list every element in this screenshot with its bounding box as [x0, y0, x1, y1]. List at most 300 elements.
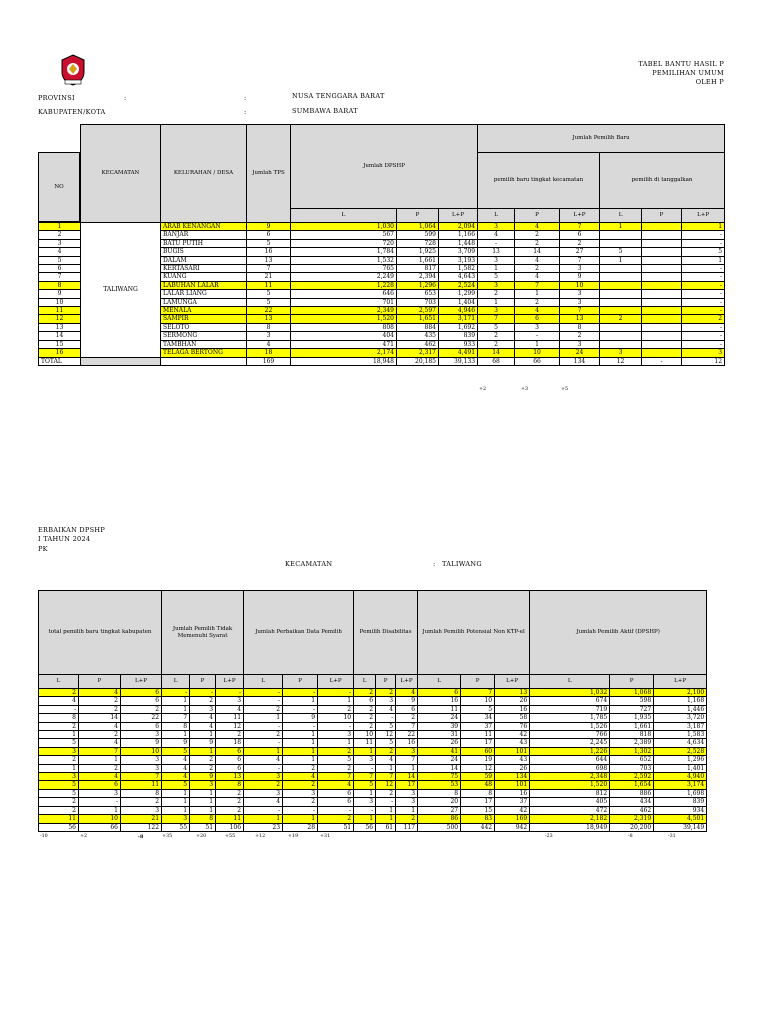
cell-aktif-lp: 2,528: [654, 747, 707, 755]
cell-perbaikan-p: 9: [283, 714, 318, 722]
total-l: 18,948: [291, 357, 397, 365]
cell-ktp-p: 59: [461, 773, 495, 781]
cell-perbaikan-lp: 1: [318, 697, 354, 705]
row-tanggal-p: [642, 332, 682, 340]
row-dpshp-p: 1,651: [397, 315, 439, 323]
row-tanggal-l: [600, 332, 642, 340]
cell-aktif-p: 1,302: [610, 747, 654, 755]
cell-kab-lp: 3: [121, 764, 162, 772]
delta-1: +2: [479, 387, 487, 392]
cell-perbaikan-lp: 4: [318, 781, 354, 789]
cell-disabilitas-lp: 2: [396, 714, 418, 722]
cell-disabilitas-lp: 7: [396, 756, 418, 764]
row-baru-p: -: [515, 332, 560, 340]
cell-perbaikan-lp: -: [318, 689, 354, 697]
row-dpshp-p: 2,597: [397, 307, 439, 315]
total-tms-lp: 106: [216, 823, 244, 831]
cell-tms-l: 1: [162, 806, 190, 814]
cell-kab-l: 3: [39, 773, 79, 781]
cell-kab-l: 1: [39, 764, 79, 772]
cell-tms-l: 3: [162, 815, 190, 823]
cell-kab-lp: 22: [121, 714, 162, 722]
header-l: L: [530, 675, 610, 689]
cell-tms-p: 8: [190, 815, 216, 823]
row-dpshp-p: 653: [397, 290, 439, 298]
header-pemilih-ditanggalkan: pemilih di tanggalkan: [600, 153, 725, 209]
row-dpshp-lp: 933: [439, 340, 478, 348]
kpu-logo: [60, 54, 86, 86]
cell-perbaikan-p: 4: [283, 773, 318, 781]
row-baru-lp: 7: [560, 256, 600, 264]
cell-tms-p: 3: [190, 781, 216, 789]
delta-label: -8: [628, 834, 633, 839]
cell-aktif-l: 674: [530, 697, 610, 705]
row-tanggal-l: [600, 307, 642, 315]
row-tanggal-l: 5: [600, 248, 642, 256]
cell-tms-p: 9: [190, 739, 216, 747]
row-baru-lp: 13: [560, 315, 600, 323]
delta-2: +3: [521, 387, 529, 392]
row-tanggal-p: [642, 323, 682, 331]
total-perbaikan-lp: 51: [318, 823, 354, 831]
row-dpshp-l: 471: [291, 340, 397, 348]
cell-tms-p: 1: [190, 806, 216, 814]
header-tidak-memenuhi-syarat: Jumlah Pemilih Tidak Memenuhi Syarat: [162, 591, 244, 675]
total-tps: 169: [247, 357, 291, 365]
cell-ktp-lp: 37: [495, 798, 530, 806]
cell-kab-l: 8: [39, 714, 79, 722]
row-desa: KERTASARI: [161, 265, 247, 273]
row-baru-lp: 3: [560, 265, 600, 273]
cell-kab-p: 4: [79, 773, 121, 781]
cell-tms-lp: 12: [216, 722, 244, 730]
cell-kab-p: 1: [79, 806, 121, 814]
row-tps: 5: [247, 239, 291, 247]
cell-tms-lp: 6: [216, 747, 244, 755]
row-tanggal-p: [642, 290, 682, 298]
row-tps: 5: [247, 290, 291, 298]
cell-ktp-l: 14: [418, 764, 461, 772]
table-row: [39, 689, 707, 697]
cell-kab-l: 2: [39, 722, 79, 730]
total-perbaikan-l: 23: [244, 823, 283, 831]
cell-tms-p: 3: [190, 705, 216, 713]
total-tp: -: [642, 357, 682, 365]
header-tanggal-l: L: [600, 209, 642, 223]
doc-title-line-1: TABEL BANTU HASIL P: [638, 60, 724, 68]
total-kab-p: 66: [79, 823, 121, 831]
cell-disabilitas-p: 2: [376, 747, 396, 755]
cell-kab-l: 5: [39, 781, 79, 789]
cell-tms-l: 1: [162, 798, 190, 806]
cell-ktp-p: 60: [461, 747, 495, 755]
cell-kab-p: 2: [79, 731, 121, 739]
cell-kab-l: 2: [39, 689, 79, 697]
cell-aktif-p: 434: [610, 798, 654, 806]
cell-perbaikan-l: 3: [244, 773, 283, 781]
cell-aktif-lp: 1,446: [654, 705, 707, 713]
row-tanggal-p: [642, 315, 682, 323]
header-lp: L+P: [216, 675, 244, 689]
row-kecamatan: TALIWANG: [81, 223, 161, 358]
cell-disabilitas-lp: 9: [396, 697, 418, 705]
cell-disabilitas-l: 2: [354, 722, 376, 730]
cell-tms-p: 9: [190, 773, 216, 781]
header-baru-lp: L+P: [560, 209, 600, 223]
cell-tms-lp: -: [216, 689, 244, 697]
cell-perbaikan-l: 4: [244, 756, 283, 764]
row-baru-lp: 3: [560, 290, 600, 298]
cell-disabilitas-l: 11: [354, 739, 376, 747]
cell-aktif-lp: 3,174: [654, 781, 707, 789]
row-baru-p: 1: [515, 340, 560, 348]
row-tanggal-p: [642, 307, 682, 315]
cell-kab-l: 2: [39, 798, 79, 806]
row-tps: 8: [247, 323, 291, 331]
cell-ktp-p: 15: [461, 806, 495, 814]
row-tanggal-lp: 2: [682, 315, 725, 323]
cell-disabilitas-lp: 6: [396, 705, 418, 713]
cell-aktif-lp: 1,296: [654, 756, 707, 764]
header-baru-l: L: [478, 209, 515, 223]
header-lp: L+P: [495, 675, 530, 689]
delta-label: -8: [138, 834, 144, 840]
row-baru-p: 4: [515, 223, 560, 231]
total-aktif-p: 20,200: [610, 823, 654, 831]
cell-disabilitas-lp: 3: [396, 798, 418, 806]
row-no: 9: [39, 290, 81, 298]
cell-perbaikan-p: 1: [283, 739, 318, 747]
row-tanggal-l: [600, 231, 642, 239]
row-baru-l: 7: [478, 315, 515, 323]
row-baru-p: 2: [515, 231, 560, 239]
cell-perbaikan-p: -: [283, 705, 318, 713]
cell-aktif-p: 2,592: [610, 773, 654, 781]
cell-aktif-l: 1,032: [530, 689, 610, 697]
header-l: L: [354, 675, 376, 689]
cell-disabilitas-p: 2: [376, 689, 396, 697]
cell-disabilitas-l: 2: [354, 705, 376, 713]
total-perbaikan-p: 28: [283, 823, 318, 831]
row-tps: 13: [247, 315, 291, 323]
cell-kab-l: 1: [39, 731, 79, 739]
cell-perbaikan-lp: -: [318, 806, 354, 814]
row-desa: LABUHAN LALAR: [161, 281, 247, 289]
row-baru-p: 4: [515, 256, 560, 264]
cell-perbaikan-p: 1: [283, 697, 318, 705]
row-dpshp-p: 703: [397, 298, 439, 306]
total-kab-l: 56: [39, 823, 79, 831]
cell-kab-lp: 2: [121, 798, 162, 806]
cell-aktif-lp: 4,940: [654, 773, 707, 781]
row-baru-lp: 7: [560, 307, 600, 315]
header-l: L: [162, 675, 190, 689]
cell-aktif-p: 1,935: [610, 714, 654, 722]
total-tlp: 12: [682, 357, 725, 365]
row-baru-l: 3: [478, 307, 515, 315]
header-p: P: [610, 675, 654, 689]
row-tps: 22: [247, 307, 291, 315]
cell-aktif-l: 405: [530, 798, 610, 806]
cell-aktif-l: 2,245: [530, 739, 610, 747]
cell-aktif-lp: 1,698: [654, 789, 707, 797]
total-tl: 12: [600, 357, 642, 365]
cell-tms-p: 2: [190, 697, 216, 705]
row-baru-p: 4: [515, 273, 560, 281]
cell-perbaikan-p: 1: [283, 731, 318, 739]
cell-kab-p: 2: [79, 705, 121, 713]
row-dpshp-l: 2,249: [291, 273, 397, 281]
cell-aktif-lp: 839: [654, 798, 707, 806]
cell-ktp-lp: 42: [495, 731, 530, 739]
row-tanggal-p: [642, 223, 682, 231]
cell-perbaikan-lp: 2: [318, 815, 354, 823]
row-tanggal-lp: -: [682, 298, 725, 306]
cell-kab-p: 7: [79, 747, 121, 755]
provinsi-label: PROVINSI: [38, 94, 75, 102]
row-no: 15: [39, 340, 81, 348]
row-no: 12: [39, 315, 81, 323]
cell-tms-l: 1: [162, 789, 190, 797]
cell-disabilitas-p: 4: [376, 756, 396, 764]
cell-disabilitas-lp: 14: [396, 773, 418, 781]
row-dpshp-p: 728: [397, 239, 439, 247]
row-baru-lp: 3: [560, 340, 600, 348]
cell-aktif-p: 652: [610, 756, 654, 764]
row-dpshp-p: 2,317: [397, 349, 439, 357]
cell-kab-p: 2: [79, 697, 121, 705]
table-row: [39, 789, 707, 797]
total-kab-lp: 122: [121, 823, 162, 831]
cell-kab-l: 2: [39, 756, 79, 764]
row-tanggal-p: [642, 256, 682, 264]
cell-kab-p: 3: [79, 789, 121, 797]
cell-ktp-lp: 16: [495, 705, 530, 713]
row-dpshp-p: 1,064: [397, 223, 439, 231]
doc-title-line-2: PEMILIHAN UMUM: [652, 69, 724, 77]
cell-kab-l: 5: [39, 739, 79, 747]
cell-ktp-p: 10: [461, 697, 495, 705]
doc2-line-3: PK: [38, 545, 48, 553]
cell-perbaikan-l: -: [244, 764, 283, 772]
table-row: [39, 747, 707, 755]
cell-aktif-lp: 3,187: [654, 722, 707, 730]
cell-perbaikan-l: 3: [244, 789, 283, 797]
header-p: P: [376, 675, 396, 689]
cell-tms-lp: 3: [216, 697, 244, 705]
cell-ktp-l: 20: [418, 798, 461, 806]
kecamatan-value: TALIWANG: [442, 560, 482, 568]
table-row: [39, 798, 707, 806]
total-blp: 134: [560, 357, 600, 365]
cell-perbaikan-l: 2: [244, 731, 283, 739]
row-tanggal-l: [600, 290, 642, 298]
row-baru-l: 5: [478, 323, 515, 331]
cell-tms-l: 7: [162, 714, 190, 722]
row-baru-l: 2: [478, 340, 515, 348]
table-row: [39, 223, 725, 231]
row-dpshp-l: 701: [291, 298, 397, 306]
cell-tms-l: 1: [162, 697, 190, 705]
row-dpshp-l: 1,030: [291, 223, 397, 231]
row-tanggal-lp: -: [682, 265, 725, 273]
row-baru-lp: 3: [560, 298, 600, 306]
row-no: 14: [39, 332, 81, 340]
header-lp: L+P: [654, 675, 707, 689]
cell-perbaikan-lp: 10: [318, 714, 354, 722]
row-tanggal-lp: 5: [682, 248, 725, 256]
row-tanggal-l: 2: [600, 315, 642, 323]
delta-label: -31: [668, 834, 676, 839]
row-baru-l: 2: [478, 332, 515, 340]
row-dpshp-lp: 4,643: [439, 273, 478, 281]
delta-label: +12: [255, 834, 266, 839]
cell-ktp-l: 11: [418, 705, 461, 713]
cell-ktp-lp: 43: [495, 756, 530, 764]
row-dpshp-l: 646: [291, 290, 397, 298]
row-desa: LALAR LIANG: [161, 290, 247, 298]
cell-aktif-p: 2,319: [610, 815, 654, 823]
header-l: L: [418, 675, 461, 689]
header-tanggal-lp: L+P: [682, 209, 725, 223]
total-blank: [161, 357, 247, 365]
cell-kab-l: 3: [39, 747, 79, 755]
cell-disabilitas-p: 5: [376, 739, 396, 747]
cell-ktp-lp: 16: [495, 789, 530, 797]
cell-perbaikan-l: -: [244, 806, 283, 814]
cell-tms-lp: 13: [216, 773, 244, 781]
row-no: 10: [39, 298, 81, 306]
cell-ktp-l: 31: [418, 731, 461, 739]
table-row: [39, 705, 707, 713]
rekap-pemilih-table: [38, 590, 707, 832]
row-dpshp-lp: 1,299: [439, 290, 478, 298]
cell-tms-p: 1: [190, 747, 216, 755]
cell-ktp-lp: 101: [495, 781, 530, 789]
header-dpshp-l: L: [291, 209, 397, 223]
cell-kab-p: 4: [79, 722, 121, 730]
row-desa: TAMBHAN: [161, 340, 247, 348]
cell-kab-lp: 6: [121, 722, 162, 730]
row-baru-p: 14: [515, 248, 560, 256]
row-dpshp-p: 2,394: [397, 273, 439, 281]
row-dpshp-p: 817: [397, 265, 439, 273]
delta-label: +55: [225, 834, 236, 839]
row-tanggal-l: [600, 273, 642, 281]
cell-aktif-lp: 1,583: [654, 731, 707, 739]
cell-ktp-l: 75: [418, 773, 461, 781]
cell-ktp-p: 12: [461, 764, 495, 772]
row-baru-p: 10: [515, 349, 560, 357]
cell-kab-lp: 8: [121, 789, 162, 797]
table-row: [39, 739, 707, 747]
row-desa: SERMONG: [161, 332, 247, 340]
cell-aktif-l: 644: [530, 756, 610, 764]
row-no: 16: [39, 349, 81, 357]
cell-tms-lp: 6: [216, 764, 244, 772]
cell-tms-lp: 6: [216, 756, 244, 764]
cell-perbaikan-p: -: [283, 722, 318, 730]
row-tanggal-lp: -: [682, 231, 725, 239]
header-perbaikan-data: Jumlah Perbaikan Data Pemilih: [244, 591, 354, 675]
table-row: [39, 806, 707, 814]
cell-tms-l: 4: [162, 756, 190, 764]
header-kecamatan: KECAMATAN: [81, 125, 161, 223]
cell-tms-p: 1: [190, 731, 216, 739]
cell-aktif-p: 462: [610, 806, 654, 814]
row-no: 1: [39, 223, 81, 231]
cell-ktp-lp: 134: [495, 773, 530, 781]
cell-tms-p: 2: [190, 764, 216, 772]
row-dpshp-l: 404: [291, 332, 397, 340]
delta-label: +31: [320, 834, 331, 839]
cell-tms-l: -: [162, 689, 190, 697]
row-tanggal-lp: -: [682, 340, 725, 348]
row-no: 5: [39, 256, 81, 264]
cell-tms-l: 4: [162, 773, 190, 781]
cell-disabilitas-l: 10: [354, 731, 376, 739]
cell-perbaikan-p: 1: [283, 756, 318, 764]
cell-perbaikan-lp: 2: [318, 747, 354, 755]
cell-tms-lp: 4: [216, 705, 244, 713]
row-baru-p: 1: [515, 290, 560, 298]
row-tanggal-l: [600, 281, 642, 289]
row-dpshp-lp: 4,946: [439, 307, 478, 315]
cell-ktp-lp: 13: [495, 689, 530, 697]
header-tanggal-p: P: [642, 209, 682, 223]
cell-perbaikan-l: -: [244, 722, 283, 730]
cell-ktp-l: 86: [418, 815, 461, 823]
cell-ktp-l: 27: [418, 806, 461, 814]
table-row: [39, 714, 707, 722]
row-dpshp-lp: 3,709: [439, 248, 478, 256]
cell-ktp-lp: 42: [495, 806, 530, 814]
total-ktp-p: 442: [461, 823, 495, 831]
cell-disabilitas-p: 12: [376, 731, 396, 739]
cell-disabilitas-l: 3: [354, 756, 376, 764]
total-disabilitas-l: 56: [354, 823, 376, 831]
row-no: 3: [39, 239, 81, 247]
cell-aktif-lp: 1,401: [654, 764, 707, 772]
cell-aktif-p: 703: [610, 764, 654, 772]
header-lp: L+P: [318, 675, 354, 689]
total-disabilitas-lp: 117: [396, 823, 418, 831]
cell-ktp-p: 11: [461, 731, 495, 739]
row-baru-l: 1: [478, 265, 515, 273]
row-dpshp-l: 1,228: [291, 281, 397, 289]
row-dpshp-l: 2,349: [291, 307, 397, 315]
cell-disabilitas-lp: 1: [396, 764, 418, 772]
cell-aktif-lp: 4,501: [654, 815, 707, 823]
total-bl: 68: [478, 357, 515, 365]
kabupaten-value: SUMBAWA BARAT: [292, 107, 358, 115]
row-tanggal-p: [642, 265, 682, 273]
total-bp: 66: [515, 357, 560, 365]
row-dpshp-l: 1,784: [291, 248, 397, 256]
table-row: [39, 756, 707, 764]
row-dpshp-lp: 839: [439, 332, 478, 340]
cell-aktif-l: 2,182: [530, 815, 610, 823]
table-row: [39, 815, 707, 823]
row-baru-lp: 2: [560, 332, 600, 340]
cell-tms-lp: 8: [216, 781, 244, 789]
cell-kab-lp: 21: [121, 815, 162, 823]
cell-ktp-lp: 58: [495, 714, 530, 722]
row-tanggal-l: 3: [600, 349, 642, 357]
row-tanggal-l: [600, 340, 642, 348]
cell-perbaikan-p: 2: [283, 764, 318, 772]
cell-disabilitas-l: -: [354, 806, 376, 814]
